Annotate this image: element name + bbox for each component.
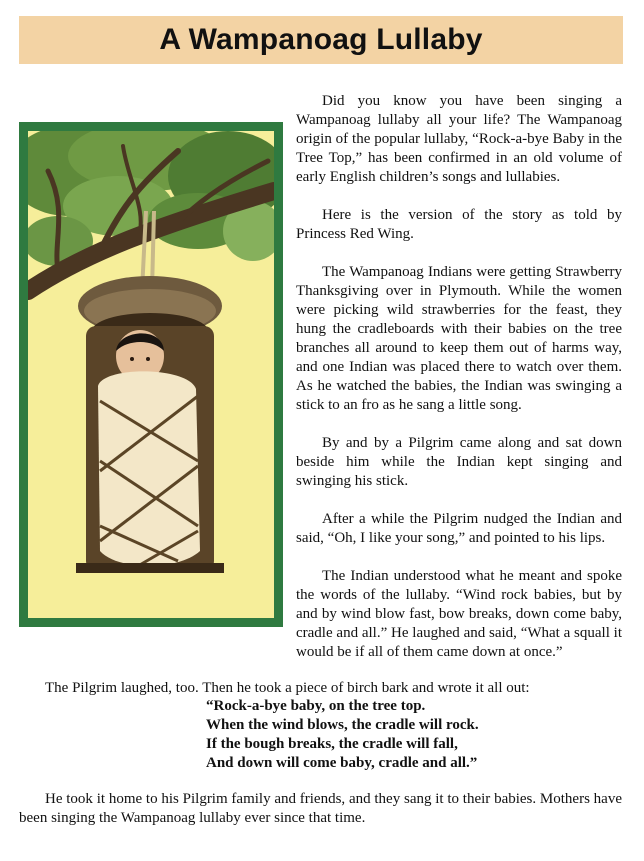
poem-line: “Rock-a-bye baby, on the tree top. xyxy=(206,698,426,714)
story-paragraph: Did you know you have been singing a Wampanoag lullaby all your life? The Wampanoag origin of the popular lullaby, “Rock-a-bye Baby in the Tree Top,” has been confirmed in an old volume of early English children’s songs and lullabies. xyxy=(296,93,622,185)
poem-line: And down will come baby, cradle and all.” xyxy=(206,755,478,771)
closing-paragraph: He took it home to his Pilgrim family and friends, and they sang it to their babies. Mothers have been singing the Wampanoag lullaby ever since that time. xyxy=(19,791,622,826)
poem-intro: The Pilgrim laughed, too. Then he took a piece of birch bark and wrote it all out: xyxy=(45,680,530,696)
swaddled-baby xyxy=(98,371,200,566)
story-paragraph: Here is the version of the story as told by Princess Red Wing. xyxy=(296,207,622,242)
cradleboard-picture xyxy=(28,131,274,618)
poem-line: When the wind blows, the cradle will rock. xyxy=(206,717,479,733)
cradle-footrest xyxy=(76,563,224,573)
title-banner xyxy=(19,16,623,64)
poem-line: If the bough breaks, the cradle will fall, xyxy=(206,736,458,752)
story-paragraph: The Wampanoag Indians were getting Strawberry Thanksgiving over in Plymouth. While the women were picking wild strawberries for the feast, they hung the cradleboards with their babies on the tree branches all around to keep them out of harms way, and one Indian was placed there to watch over them. As he watched the babies, the Indian was swinging a stick to an fro as he sang a little song. xyxy=(296,264,622,413)
story-paragraph: After a while the Pilgrim nudged the Indian and said, “Oh, I like your song,” and pointed to his lips. xyxy=(296,511,622,546)
cradleboard-illustration xyxy=(19,122,283,627)
story-paragraph: The Indian understood what he meant and spoke the words of the lullaby. “Wind rock babies, but by and by wind blow fast, bow breaks, down come baby, cradle and all.” He laughed and said, “What a squall it would be if all of them came down at once.” xyxy=(296,568,622,660)
lullaby-poem xyxy=(206,697,479,773)
page-title: A Wampanoag Lullaby xyxy=(159,23,483,56)
story-column xyxy=(296,92,622,681)
story-paragraph: By and by a Pilgrim came along and sat down beside him while the Indian kept singing and swinging his stick. xyxy=(296,435,622,489)
